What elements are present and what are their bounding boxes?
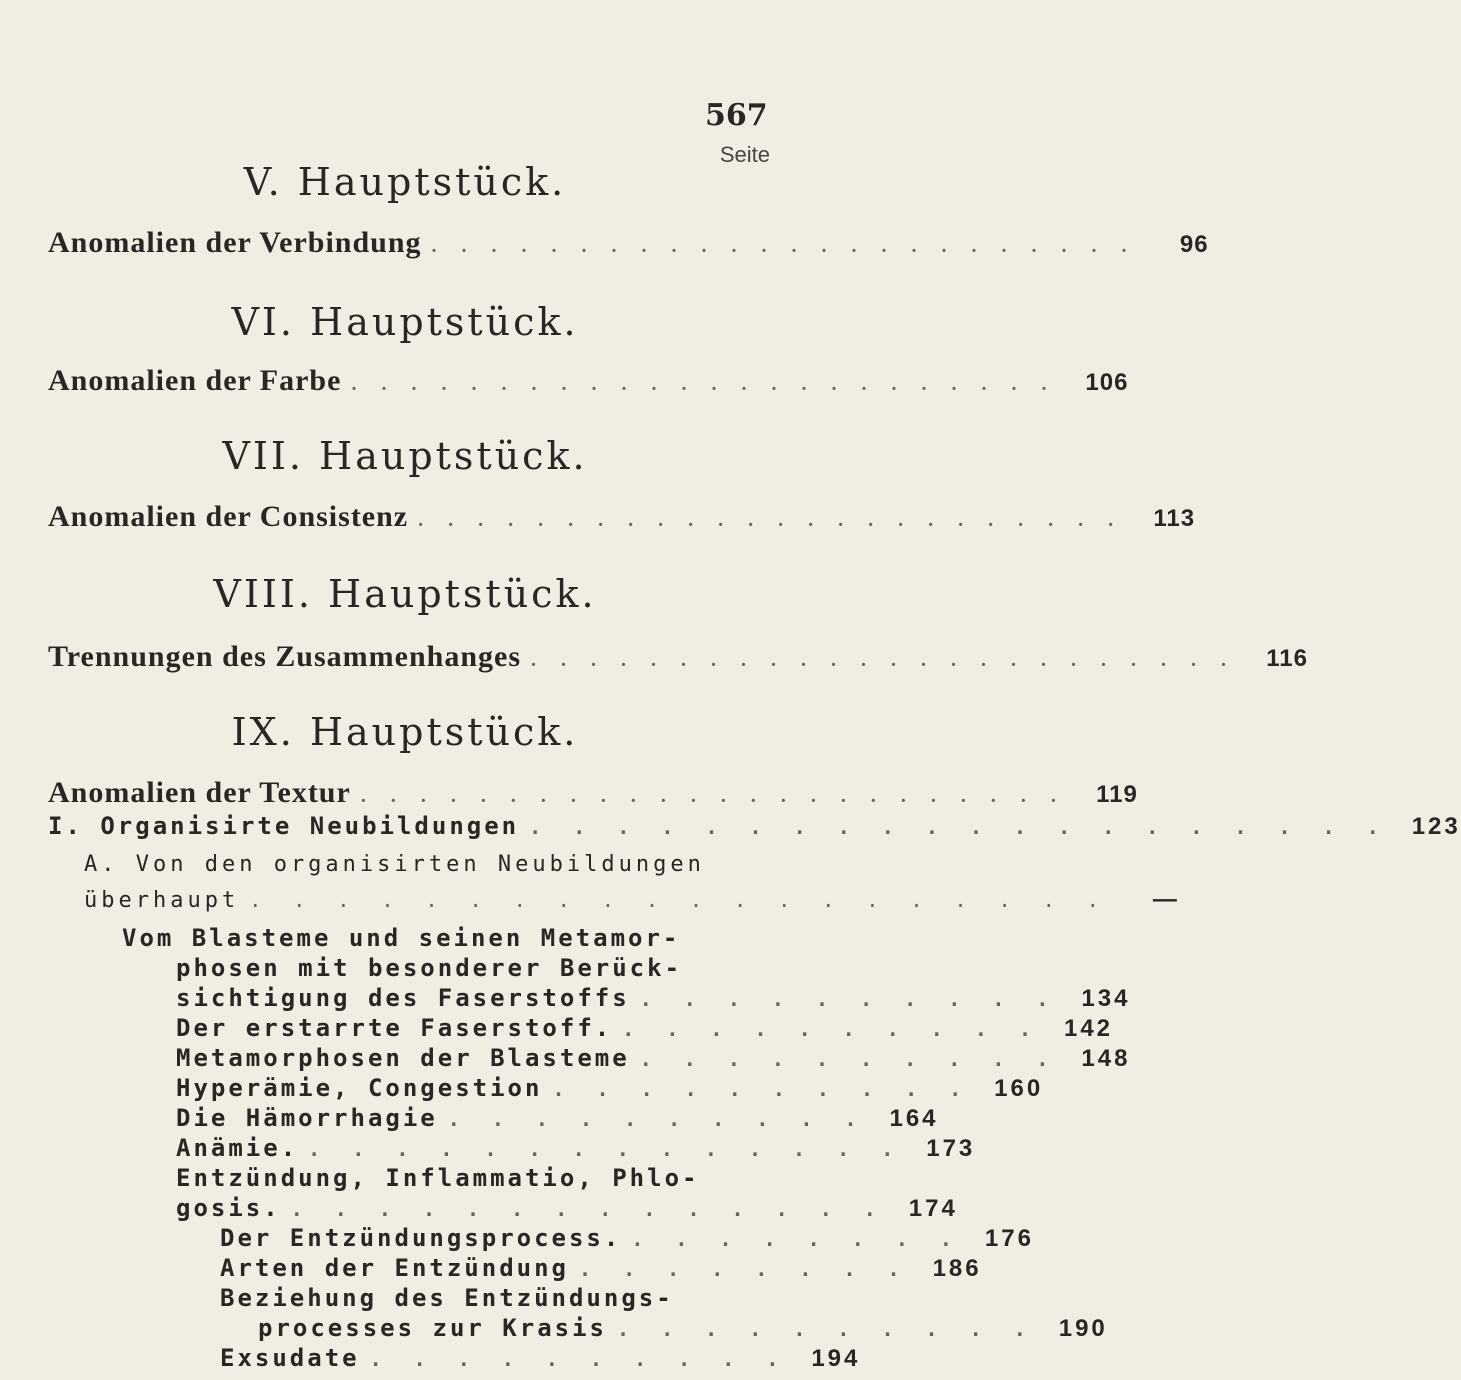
toc-entry-title: Der erstarrte Faserstoff. [176, 1014, 613, 1042]
toc-entry-haemorrhagie[interactable] [176, 1104, 939, 1134]
leader-dots: . . . . . . . . . . [622, 1017, 1042, 1041]
toc-entry-organisirte-neubildungen[interactable] [48, 812, 1461, 846]
toc-entry-page: 174 [908, 1195, 958, 1222]
toc-entry-verbindung[interactable] [48, 226, 1209, 260]
leader-dots: . . . . . . . . [578, 1257, 910, 1281]
chapter-heading-v: V. Hauptstück. [243, 160, 567, 204]
toc-entry-consistenz[interactable] [48, 500, 1196, 534]
leader-dots: . . . . . . . . . . . . . . . . . . . . [529, 815, 1389, 839]
toc-entry-title: Anomalien der Consistenz [48, 500, 409, 533]
leader-dots: . . . . . . . . . . [639, 1047, 1059, 1071]
toc-entry-title: Arten der Entzündung [220, 1254, 569, 1282]
leader-dots: . . . . . . . . . . [639, 987, 1059, 1011]
leader-dots: . . . . . . . . . . [552, 1077, 972, 1101]
toc-entry-ueberhaupt[interactable] [84, 886, 1181, 920]
column-header-seite: Seite [719, 142, 770, 167]
leader-dots: . . . . . . . . . . . . . . . . . . . . [249, 888, 1109, 912]
toc-entry-title: Metamorphosen der Blasteme [176, 1044, 630, 1072]
chapter-heading-viii: VIII. Hauptstück. [213, 572, 597, 616]
toc-entry-page: 148 [1081, 1045, 1131, 1072]
toc-entry-page: 176 [984, 1225, 1034, 1252]
toc-entry-blastem[interactable] [176, 984, 1131, 1014]
toc-entry-page: 96 [1179, 231, 1209, 258]
toc-entry-page: — [1152, 886, 1181, 913]
toc-entry-title: Trennungen des Zusammenhanges [48, 640, 521, 673]
toc-entry-title: I. Organisirte Neubildungen [48, 812, 520, 840]
toc-entry-line: Vom Blasteme und seinen Metamor- [122, 924, 681, 952]
toc-entry-title: Der Entzündungsprocess. [220, 1224, 622, 1252]
toc-entry-page: 116 [1266, 645, 1308, 672]
leader-dots: . . . . . . . . . . [369, 1347, 789, 1371]
leader-dots: . . . . . . . . . . . . . . . . . . . . . . . . [360, 785, 1066, 807]
leader-dots: . . . . . . . . . . [447, 1107, 867, 1131]
toc-entry-page: 194 [811, 1345, 861, 1372]
toc-entry-title: Die Hämorrhagie [176, 1104, 438, 1132]
leader-dots: . . . . . . . . [631, 1227, 962, 1251]
toc-entry-page: 173 [926, 1135, 976, 1162]
chapter-heading-vii: VII. Hauptstück. [222, 434, 588, 478]
toc-entry-page: 123 [1411, 813, 1461, 840]
toc-entry-title: Anomalien der Verbindung [48, 226, 422, 259]
toc-entry-page: 134 [1081, 985, 1131, 1012]
toc-entry-faserstoff[interactable] [176, 1014, 1114, 1044]
toc-entry-page: 106 [1085, 369, 1129, 396]
toc-entry-farbe[interactable] [48, 364, 1129, 398]
toc-entry-page: 142 [1063, 1015, 1114, 1042]
toc-entry-line: Entzündung, Inflammatio, Phlo- [176, 1164, 700, 1192]
toc-entry-page: 164 [889, 1105, 939, 1132]
leader-dots: . . . . . . . . . . [616, 1317, 1036, 1341]
toc-entry-anaemie[interactable] [176, 1134, 976, 1164]
toc-entry-title: Anämie. [176, 1134, 299, 1162]
chapter-heading-vi: VI. Hauptstück. [231, 300, 579, 344]
toc-entry-line: A. Von den organisirten Neubildungen [84, 852, 705, 877]
leader-dots: . . . . . . . . . . . . . . . . . . . . . . . . [431, 235, 1137, 257]
toc-entry-page: 190 [1058, 1315, 1108, 1342]
toc-entry-title: überhaupt [84, 888, 240, 913]
page-number: 567 [705, 98, 768, 133]
toc-entry-title: processes zur Krasis [258, 1314, 607, 1342]
leader-dots: . . . . . . . . . . . . . . [308, 1137, 904, 1161]
toc-entry-arten[interactable] [220, 1254, 982, 1284]
toc-entry-line: phosen mit besonderer Berück- [176, 954, 683, 982]
toc-entry-entzuendung[interactable] [176, 1194, 958, 1224]
toc-entry-page: 160 [994, 1075, 1044, 1102]
toc-entry-title: gosis. [176, 1194, 281, 1222]
toc-entry-title: sichtigung des Faserstoffs [176, 984, 630, 1012]
toc-entry-beziehung-line: Beziehung des Entzündungs- [220, 1284, 674, 1312]
toc-entry-entzuendungsprocess[interactable] [220, 1224, 1034, 1254]
toc-entry-title: Exsudate [220, 1344, 360, 1372]
toc-entry-title: Hyperämie, Congestion [176, 1074, 543, 1102]
toc-entry-hyperaemie[interactable] [176, 1074, 1044, 1104]
toc-entry-textur[interactable] [48, 776, 1138, 810]
leader-dots: . . . . . . . . . . . . . . . . . . . . . . . . [531, 649, 1236, 671]
toc-entry-page: 113 [1153, 505, 1196, 532]
toc-entry-beziehung[interactable] [258, 1314, 1108, 1344]
toc-entry-metamorphosen[interactable] [176, 1044, 1131, 1074]
toc-entry-exsudate[interactable] [220, 1344, 861, 1374]
toc-entry-title: Anomalien der Textur [48, 776, 351, 809]
leader-dots: . . . . . . . . . . . . . . [290, 1197, 886, 1221]
toc-entry-title: Anomalien der Farbe [48, 364, 342, 397]
toc-entry-page: 119 [1096, 781, 1138, 808]
chapter-heading-ix: IX. Hauptstück. [231, 710, 579, 754]
leader-dots: . . . . . . . . . . . . . . . . . . . . . . . . [351, 373, 1057, 395]
toc-entry-zusammenhang[interactable] [48, 640, 1308, 674]
toc-entry-page: 186 [932, 1255, 982, 1282]
leader-dots: . . . . . . . . . . . . . . . . . . . . . . . . [418, 509, 1124, 531]
